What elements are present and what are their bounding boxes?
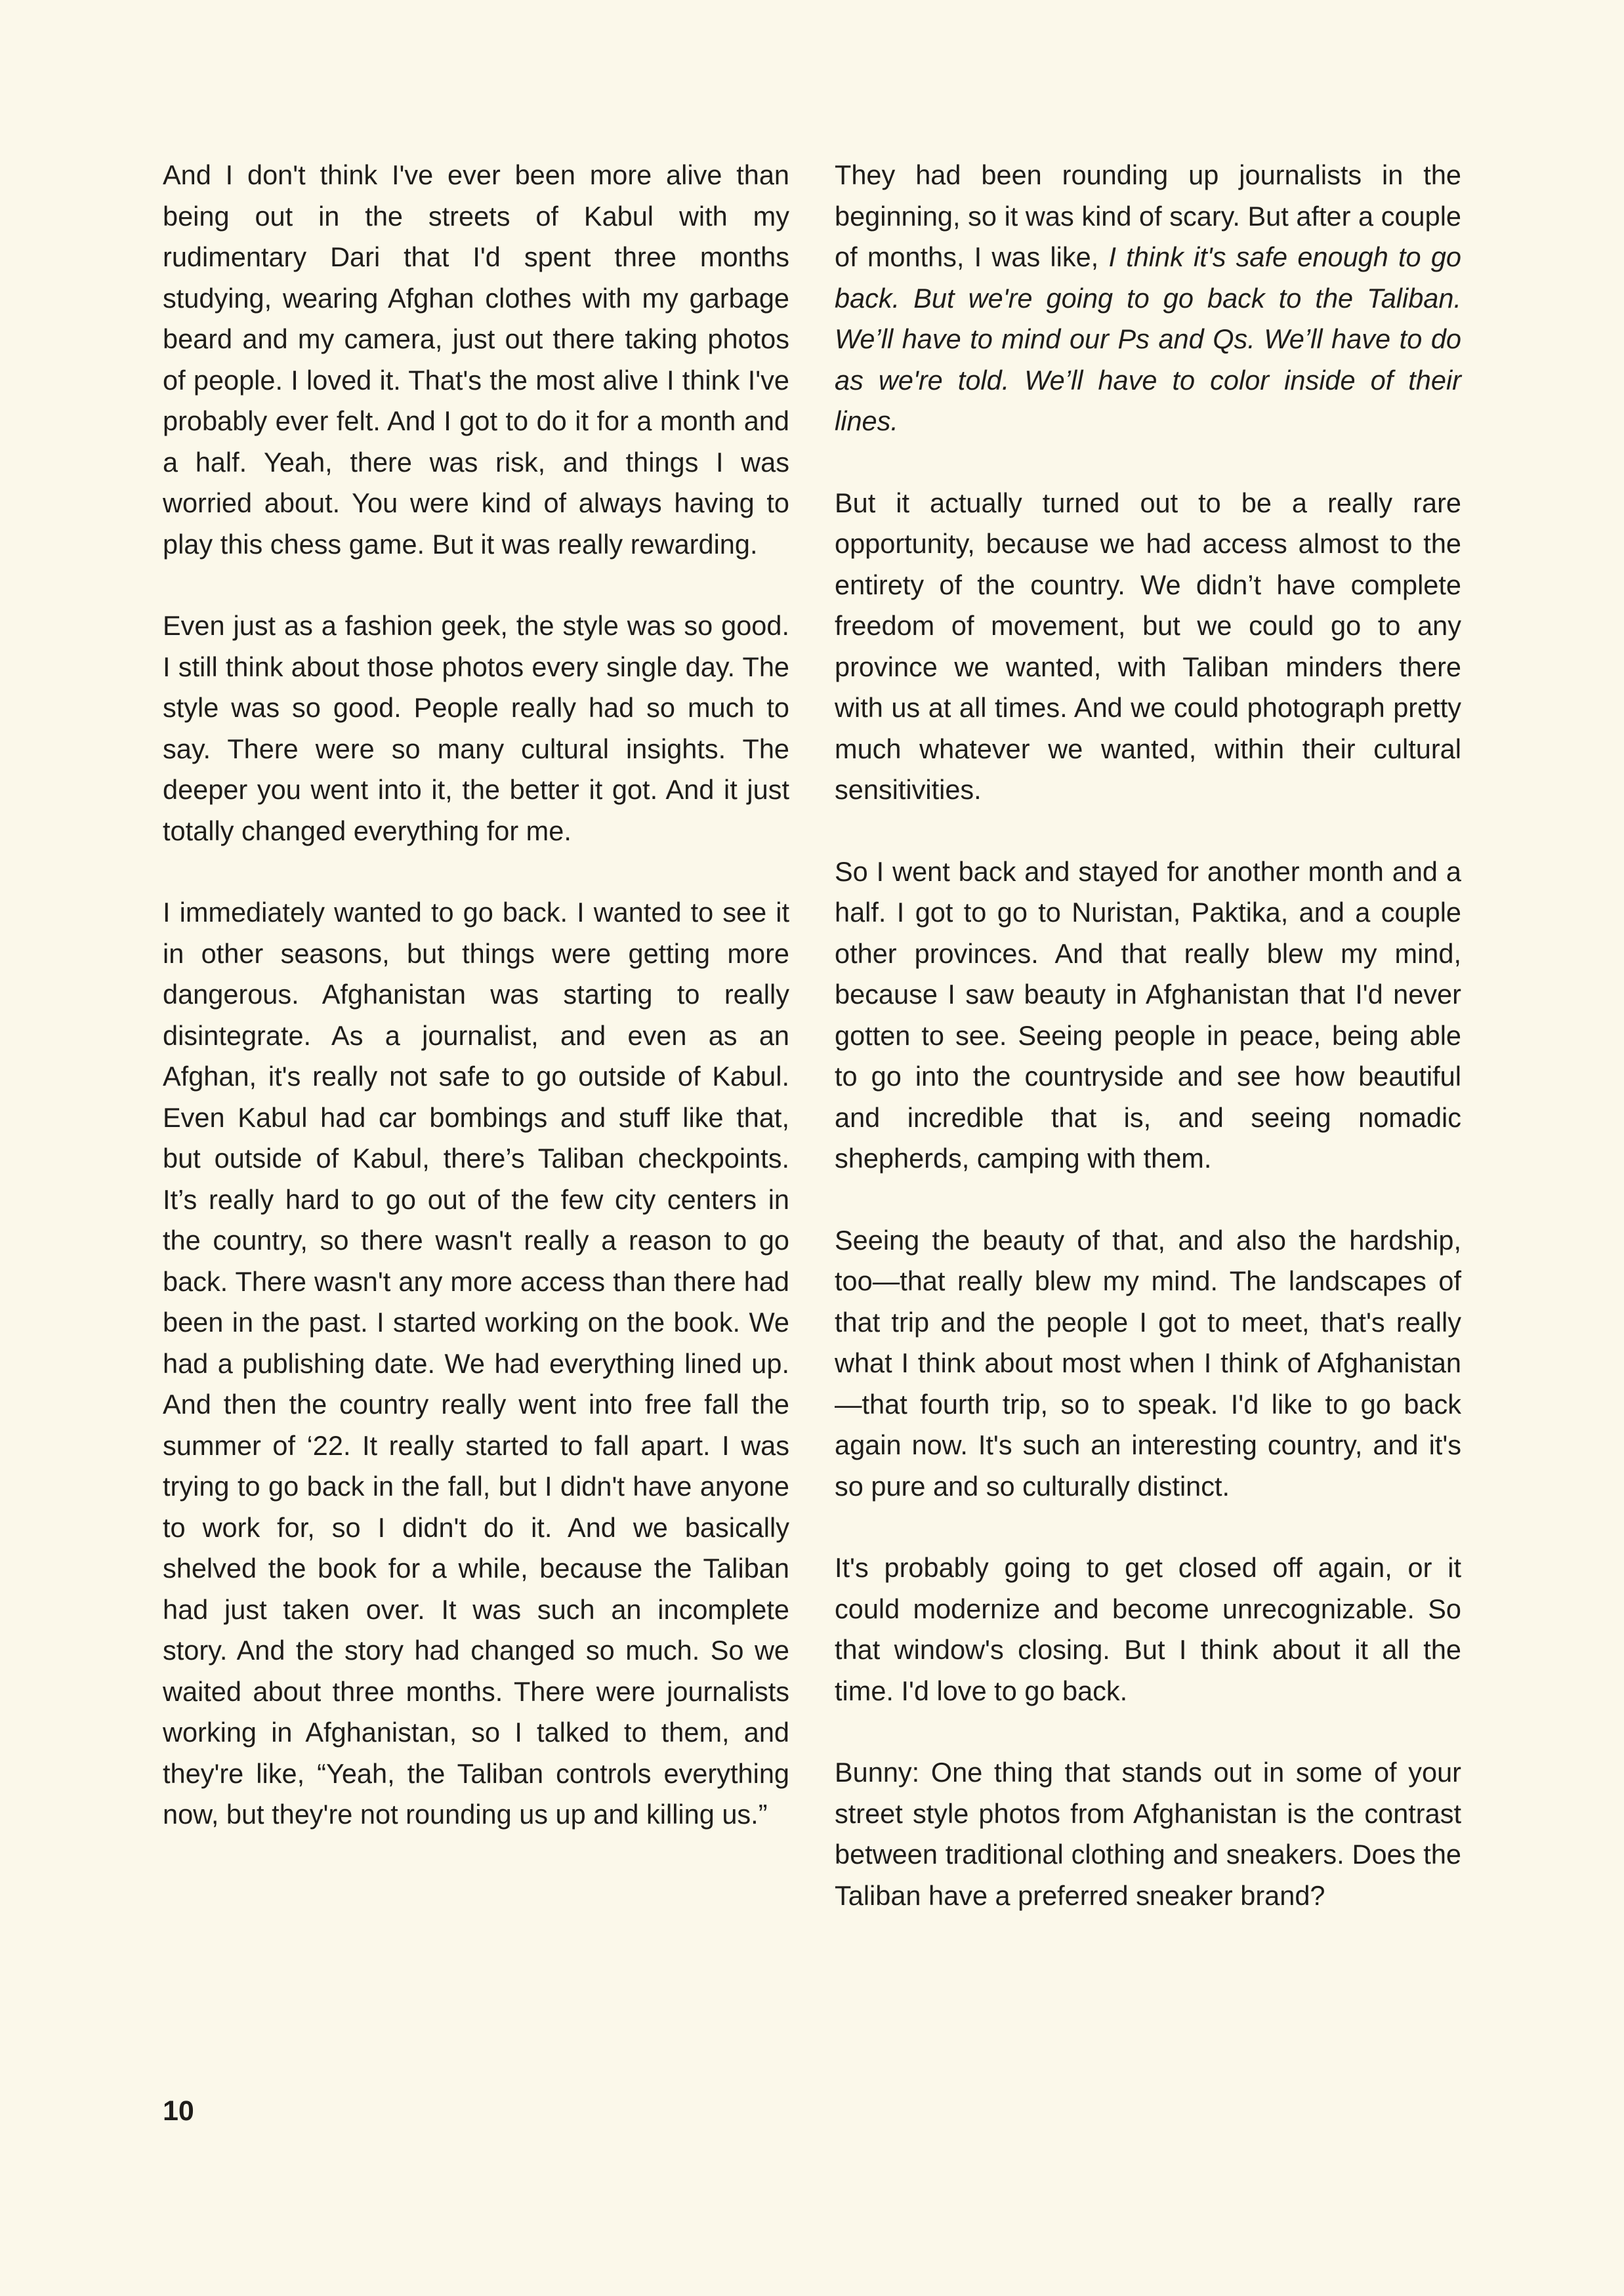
paragraph-lead-text: They had been rounding up journalists in the beginning, so it was kind of scary. But after a couple of months, I was like, (835, 159, 1461, 272)
paragraph: I immediately wanted to go back. I wanted to see it in other seasons, but things were getting more dangerous. Afghanistan was starting to really disintegrate. As a journalist, and even as an Afghan, it's really not safe to go outside of Kabul. Even Kabul had car bombings and stuff like that, but outside of Kabul, there’s Taliban checkpoints. It’s really hard to go out of the few city centers in the country, so there wasn't really a reason to go back. There wasn't any more access than there had been in the past. I started working on the book. We had a publishing date. We had everything lined up. And then the country really went into free fall the summer of ‘22. It really started to fall apart. I was trying to go back in the fall, but I didn't have anyone to work for, so I didn't do it. And we basically shelved the book for a while, because the Taliban had just taken over. It was such an incomplete story. And the story had changed so much. So we waited about three months. There were journalists working in Afghanistan, so I talked to them, and they're like, “Yeah, the Taliban controls everything now, but they're not rounding us up and killing us.” (163, 897, 789, 1830)
page-number: 10 (163, 2095, 194, 2127)
interview-question: Bunny: One thing that stands out in some of your street style photos from Afghanistan is the contrast between traditional clothing and sneakers. Does the Taliban have a preferred sneaker brand? (835, 1757, 1461, 1911)
right-text-column (835, 155, 1461, 1916)
paragraph-with-quote (835, 155, 1461, 442)
paragraph: But it actually turned out to be a really rare opportunity, because we had access almost to the entirety of the country. We didn’t have complete freedom of movement, but we could go to any province we wanted, with Taliban minders there with us at all times. And we could photograph pretty much whatever we wanted, within their cultural sensitivities. (835, 487, 1461, 805)
paragraph: It's probably going to get closed off again, or it could modernize and become unrecognizable. So that window's closing. But I think about it all the time. I'd love to go back. (835, 1552, 1461, 1706)
paragraph: And I don't think I've ever been more alive than being out in the streets of Kabul with my rudimentary Dari that I'd spent three months studying, wearing Afghan clothes with my garbage beard and my camera, just out there taking photos of people. I loved it. That's the most alive I think I've probably ever felt. And I got to do it for a month and a half. Yeah, there was risk, and things I was worried about. You were kind of always having to play this chess game. But it was really rewarding. (163, 159, 789, 560)
italic-inner-thought: I think it's safe enough to go back. But we're going to go back to the Taliban. We’ll have to mind our Ps and Qs. We’ll have to do as we're told. We’ll have to color inside of their lines. (835, 241, 1462, 436)
paragraph: Even just as a fashion geek, the style was so good. I still think about those photos every single day. The style was so good. People really had so much to say. There were so many cultural insights. The deeper you went into it, the better it got. And it just totally changed everything for me. (163, 610, 789, 846)
paragraph: Seeing the beauty of that, and also the hardship, too—that really blew my mind. The landscapes of that trip and the people I got to meet, that's really what I think about most when I think of Afghanistan—that fourth trip, so to speak. I'd like to go back again now. It's such an interesting country, and it's so pure and so culturally distinct. (835, 1224, 1461, 1502)
left-text-column (163, 155, 789, 1835)
paragraph: So I went back and stayed for another month and a half. I got to go to Nuristan, Paktika, and a couple other provinces. And that really blew my mind, because I saw beauty in Afghanistan that I'd never gotten to see. Seeing people in peace, being able to go into the countryside and see how beautiful and incredible that is, and seeing nomadic shepherds, camping with them. (835, 855, 1461, 1174)
